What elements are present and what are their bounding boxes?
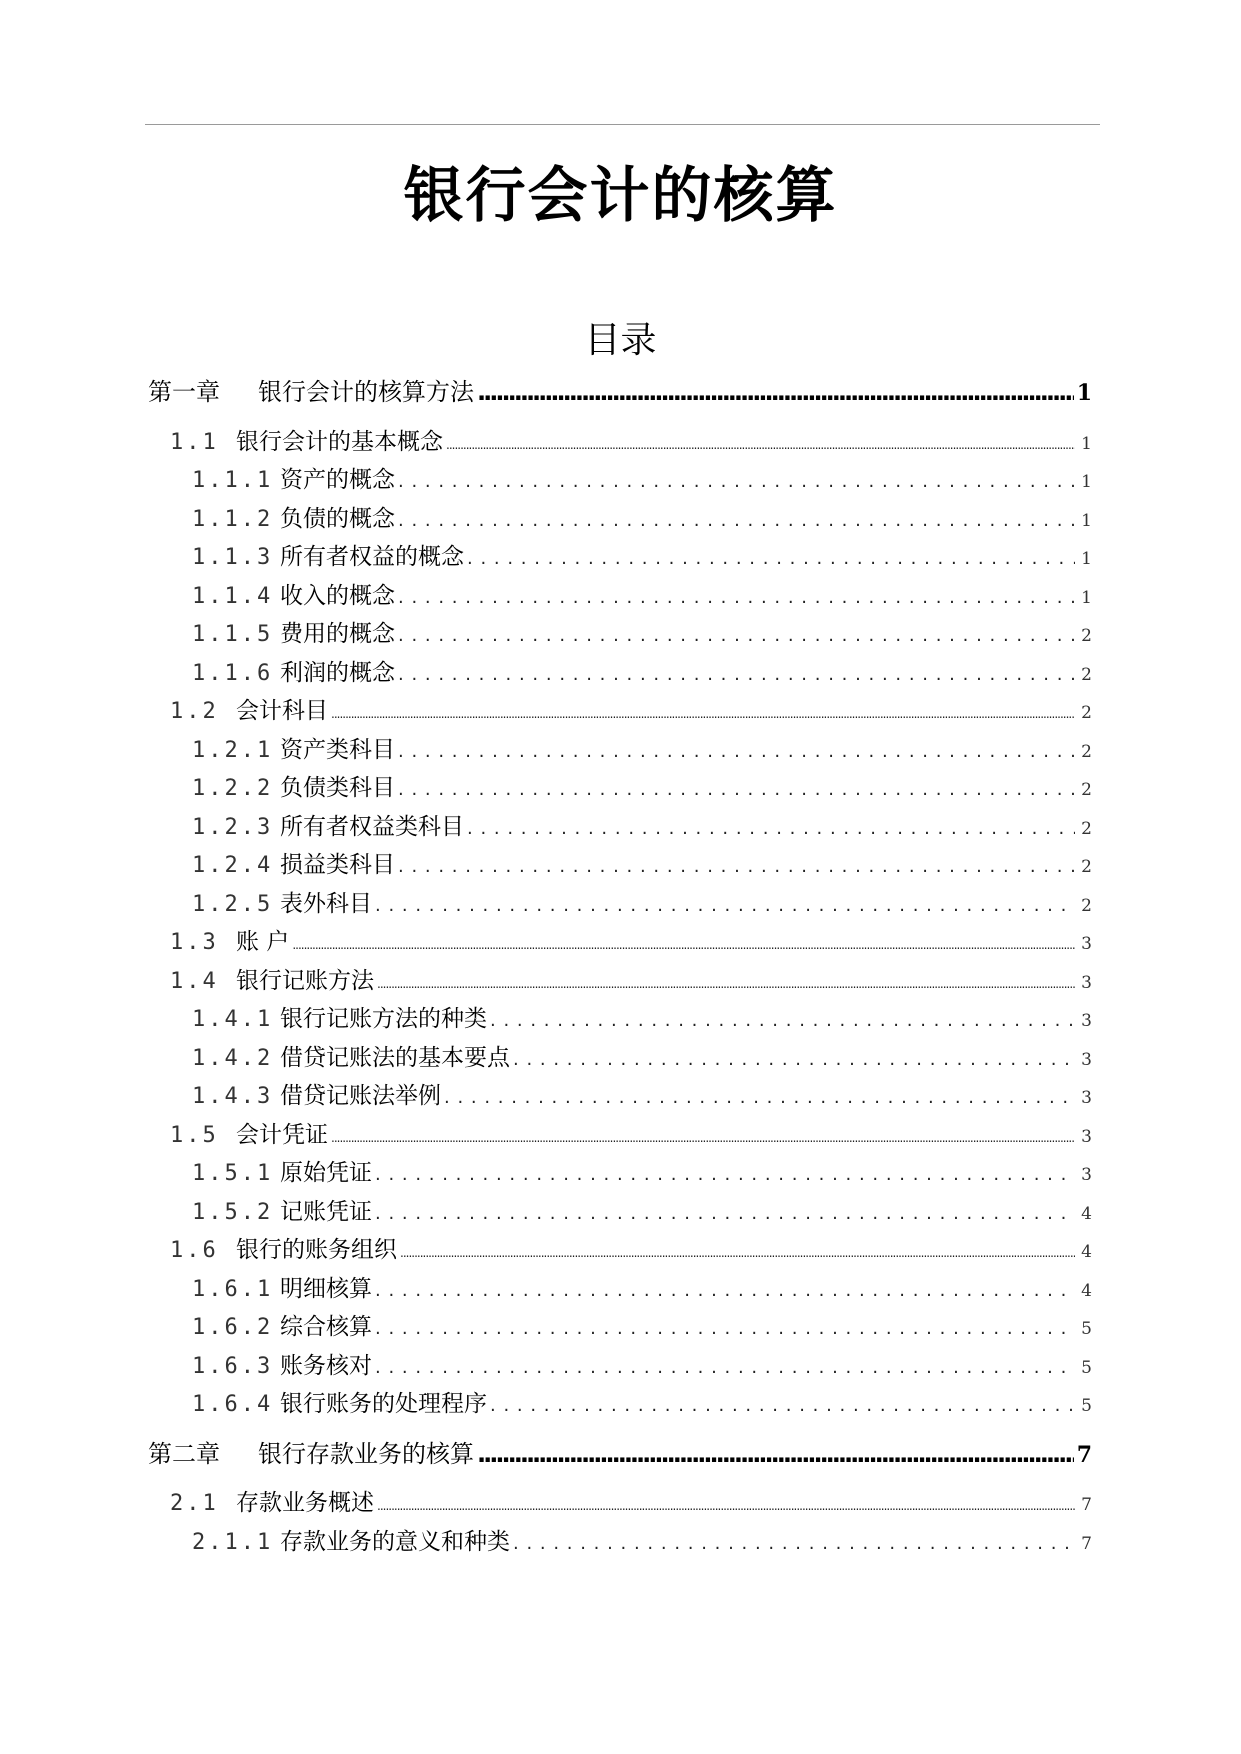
toc-page-number: 2 — [1081, 703, 1092, 723]
toc-subsection-entry[interactable] — [192, 1002, 1092, 1036]
toc-subsection-entry[interactable] — [192, 887, 1092, 921]
toc-page-number: 3 — [1081, 1049, 1092, 1070]
toc-dot-leader — [446, 428, 1075, 462]
toc-entry-number: 1.1.5 — [192, 622, 274, 647]
toc-entry-label: 账务核对 — [280, 1352, 372, 1379]
toc-entry-number: 1.3 — [170, 930, 219, 955]
toc-subsection-entry[interactable] — [192, 848, 1092, 882]
toc-page-number: 2 — [1081, 818, 1092, 839]
toc-dot-leader — [477, 1437, 1074, 1471]
toc-dot-leader — [398, 850, 1075, 884]
toc-subsection-entry[interactable] — [192, 502, 1092, 536]
toc-page-number: 7 — [1081, 1495, 1092, 1515]
toc-entry-label: 所有者权益类科目 — [280, 813, 464, 840]
toc-subsection-entry[interactable] — [192, 579, 1092, 613]
toc-dot-leader — [375, 1274, 1075, 1308]
toc-entry-label: 利润的概念 — [280, 659, 395, 686]
toc-entry-label: 原始凭证 — [280, 1160, 372, 1186]
toc-page-number: 2 — [1081, 626, 1092, 646]
toc-entry-label: 收入的概念 — [280, 582, 395, 609]
toc-page-number: 1 — [1081, 510, 1092, 531]
toc-entry-number: 1.1.4 — [192, 583, 274, 609]
toc-page-number: 3 — [1081, 1088, 1092, 1108]
toc-entry-number: 第一章 — [148, 378, 220, 406]
toc-entry-number: 1.6.1 — [192, 1276, 274, 1302]
toc-dot-leader — [331, 697, 1075, 731]
toc-page-number: 2 — [1081, 664, 1092, 685]
toc-entry-label: 银行的账务组织 — [236, 1237, 397, 1263]
toc-page-number: 4 — [1081, 1242, 1092, 1262]
toc-dot-leader — [398, 581, 1075, 615]
toc-entry-label: 银行会计的核算方法 — [258, 378, 474, 406]
toc-entry-number: 1.1.3 — [192, 545, 274, 570]
toc-dot-leader — [490, 1004, 1075, 1038]
toc-page-number: 3 — [1081, 972, 1092, 993]
toc-entry-label: 存款业务概述 — [236, 1490, 374, 1516]
toc-entry-number: 1.2 — [170, 699, 219, 724]
toc-chapter-entry[interactable] — [148, 375, 1092, 409]
toc-dot-leader — [490, 1389, 1075, 1423]
toc-entry-label: 综合核算 — [280, 1314, 372, 1340]
toc-entry-label: 借贷记账法的基本要点 — [280, 1044, 510, 1071]
toc-entry-number: 1.4.1 — [192, 1007, 274, 1032]
toc-page-number: 1 — [1081, 587, 1092, 608]
toc-subsection-entry[interactable] — [192, 810, 1092, 844]
toc-dot-leader — [377, 1489, 1075, 1523]
toc-entry-label: 银行记账方法的种类 — [280, 1006, 487, 1032]
toc-section-entry[interactable] — [170, 1118, 1092, 1152]
toc-entry-number: 1.2.1 — [192, 737, 274, 763]
toc-entry-label: 表外科目 — [280, 890, 372, 917]
toc-page-number: 4 — [1081, 1203, 1092, 1224]
toc-entry-label: 资产的概念 — [280, 467, 395, 493]
toc-subsection-entry[interactable] — [192, 1310, 1092, 1344]
toc-page-number: 3 — [1081, 1126, 1092, 1147]
toc-entry-label: 负债类科目 — [280, 775, 395, 801]
toc-subsection-entry[interactable] — [192, 617, 1092, 651]
toc-page-number: 2 — [1081, 895, 1092, 916]
toc-dot-leader — [398, 504, 1075, 538]
toc-entry-number: 1.1 — [170, 429, 219, 455]
toc-entry-number: 第二章 — [148, 1439, 220, 1468]
toc-dot-leader — [467, 812, 1075, 846]
toc-dot-leader — [375, 889, 1075, 923]
toc-entry-number: 1.2.3 — [192, 814, 274, 840]
toc-dot-leader — [398, 773, 1075, 807]
toc-entry-number: 1.2.4 — [192, 853, 274, 878]
toc-entry-number: 1.1.2 — [192, 506, 274, 532]
toc-entry-label: 负债的概念 — [280, 505, 395, 532]
toc-entry-number: 2.1 — [170, 1491, 219, 1516]
toc-dot-leader — [467, 542, 1075, 576]
toc-section-entry[interactable] — [170, 425, 1092, 459]
toc-entry-number: 1.1.6 — [192, 660, 274, 686]
toc-page-number: 2 — [1081, 741, 1092, 762]
toc-entry-label: 借贷记账法举例 — [280, 1083, 441, 1109]
toc-subsection-entry[interactable] — [192, 771, 1092, 805]
toc-page-number: 5 — [1081, 1357, 1092, 1378]
toc-dot-leader — [400, 1236, 1075, 1270]
toc-entry-label: 记账凭证 — [280, 1198, 372, 1225]
toc-section-entry[interactable] — [170, 694, 1092, 728]
toc-section-entry[interactable] — [170, 1233, 1092, 1267]
toc-page-number: 4 — [1081, 1280, 1092, 1301]
toc-dot-leader — [377, 967, 1075, 1001]
toc-dot-leader — [398, 735, 1075, 769]
toc-page-number: 3 — [1081, 1011, 1092, 1031]
toc-entry-label: 银行存款业务的核算 — [258, 1439, 474, 1468]
toc-dot-leader — [444, 1081, 1075, 1115]
toc-page-number: 2 — [1081, 857, 1092, 877]
toc-heading: 目录 — [584, 320, 657, 361]
toc-subsection-entry[interactable] — [192, 656, 1092, 690]
toc-entry-number: 1.5 — [170, 1122, 219, 1148]
toc-entry-label: 资产类科目 — [280, 736, 395, 763]
toc-page-number: 7 — [1081, 1533, 1092, 1554]
toc-entry-label: 银行记账方法 — [236, 967, 374, 994]
toc-subsection-entry[interactable] — [192, 733, 1092, 767]
toc-page-number: 3 — [1081, 934, 1092, 954]
toc-dot-leader — [513, 1043, 1075, 1077]
toc-entry-label: 账 户 — [236, 929, 290, 955]
toc-section-entry[interactable] — [170, 925, 1092, 959]
toc-dot-leader — [375, 1197, 1075, 1231]
toc-entry-label: 银行账务的处理程序 — [280, 1391, 487, 1417]
toc-dot-leader — [331, 1121, 1075, 1155]
toc-entry-label: 会计凭证 — [236, 1121, 328, 1148]
toc-subsection-entry[interactable] — [192, 1525, 1092, 1559]
toc-subsection-entry[interactable] — [192, 1041, 1092, 1075]
toc-subsection-entry[interactable] — [192, 1272, 1092, 1306]
toc-entry-label: 费用的概念 — [280, 621, 395, 647]
toc-subsection-entry[interactable] — [192, 1079, 1092, 1113]
toc-entry-number: 1.4 — [170, 968, 219, 994]
toc-dot-leader — [375, 1158, 1075, 1192]
toc-dot-leader — [375, 1312, 1075, 1346]
toc-page-number: 7 — [1076, 1441, 1092, 1468]
toc-subsection-entry[interactable] — [192, 1195, 1092, 1229]
toc-entry-label: 所有者权益的概念 — [280, 544, 464, 570]
toc-entry-label: 存款业务的意义和种类 — [280, 1528, 510, 1555]
toc-page-number: 1 — [1081, 472, 1092, 492]
toc-entry-number: 1.4.3 — [192, 1084, 274, 1109]
toc-page-number: 5 — [1081, 1319, 1092, 1339]
toc-subsection-entry[interactable] — [192, 1156, 1092, 1190]
toc-dot-leader — [477, 375, 1074, 409]
toc-entry-label: 损益类科目 — [280, 852, 395, 878]
toc-entry-number: 1.5.1 — [192, 1161, 274, 1186]
toc-subsection-entry[interactable] — [192, 1387, 1092, 1421]
toc-chapter-entry[interactable] — [148, 1437, 1092, 1471]
toc-dot-leader — [398, 619, 1075, 653]
toc-dot-leader — [513, 1527, 1075, 1561]
toc-page-number: 3 — [1081, 1165, 1092, 1185]
toc-entry-number: 2.1.1 — [192, 1529, 274, 1555]
toc-subsection-entry[interactable] — [192, 1349, 1092, 1383]
toc-entry-number: 1.6 — [170, 1238, 219, 1263]
toc-entry-number: 1.5.2 — [192, 1199, 274, 1225]
toc-page-number: 2 — [1081, 780, 1092, 800]
toc-page-number: 1 — [1081, 433, 1092, 454]
toc-entry-number: 1.6.3 — [192, 1353, 274, 1379]
toc-entry-label: 明细核算 — [280, 1275, 372, 1302]
toc-entry-label: 会计科目 — [236, 698, 328, 724]
toc-entry-number: 1.2.2 — [192, 776, 274, 801]
toc-entry-number: 1.4.2 — [192, 1045, 274, 1071]
toc-entry-number: 1.2.5 — [192, 891, 274, 917]
toc-page-number: 1 — [1076, 380, 1092, 406]
toc-section-entry[interactable] — [170, 964, 1092, 998]
toc-subsection-entry[interactable] — [192, 463, 1092, 497]
toc-entry-number: 1.6.2 — [192, 1315, 274, 1340]
toc-entry-number: 1.1.1 — [192, 468, 274, 493]
toc-dot-leader — [398, 658, 1075, 692]
toc-subsection-entry[interactable] — [192, 540, 1092, 574]
toc-page-number: 1 — [1081, 549, 1092, 569]
toc-entry-label: 银行会计的基本概念 — [236, 428, 443, 455]
toc-page-number: 5 — [1081, 1396, 1092, 1416]
toc-dot-leader — [292, 928, 1075, 962]
toc-section-entry[interactable] — [170, 1486, 1092, 1520]
document-title: 银行会计的核算 — [403, 161, 838, 231]
toc-dot-leader — [375, 1351, 1075, 1385]
toc-entry-number: 1.6.4 — [192, 1392, 274, 1417]
toc-dot-leader — [398, 465, 1075, 499]
